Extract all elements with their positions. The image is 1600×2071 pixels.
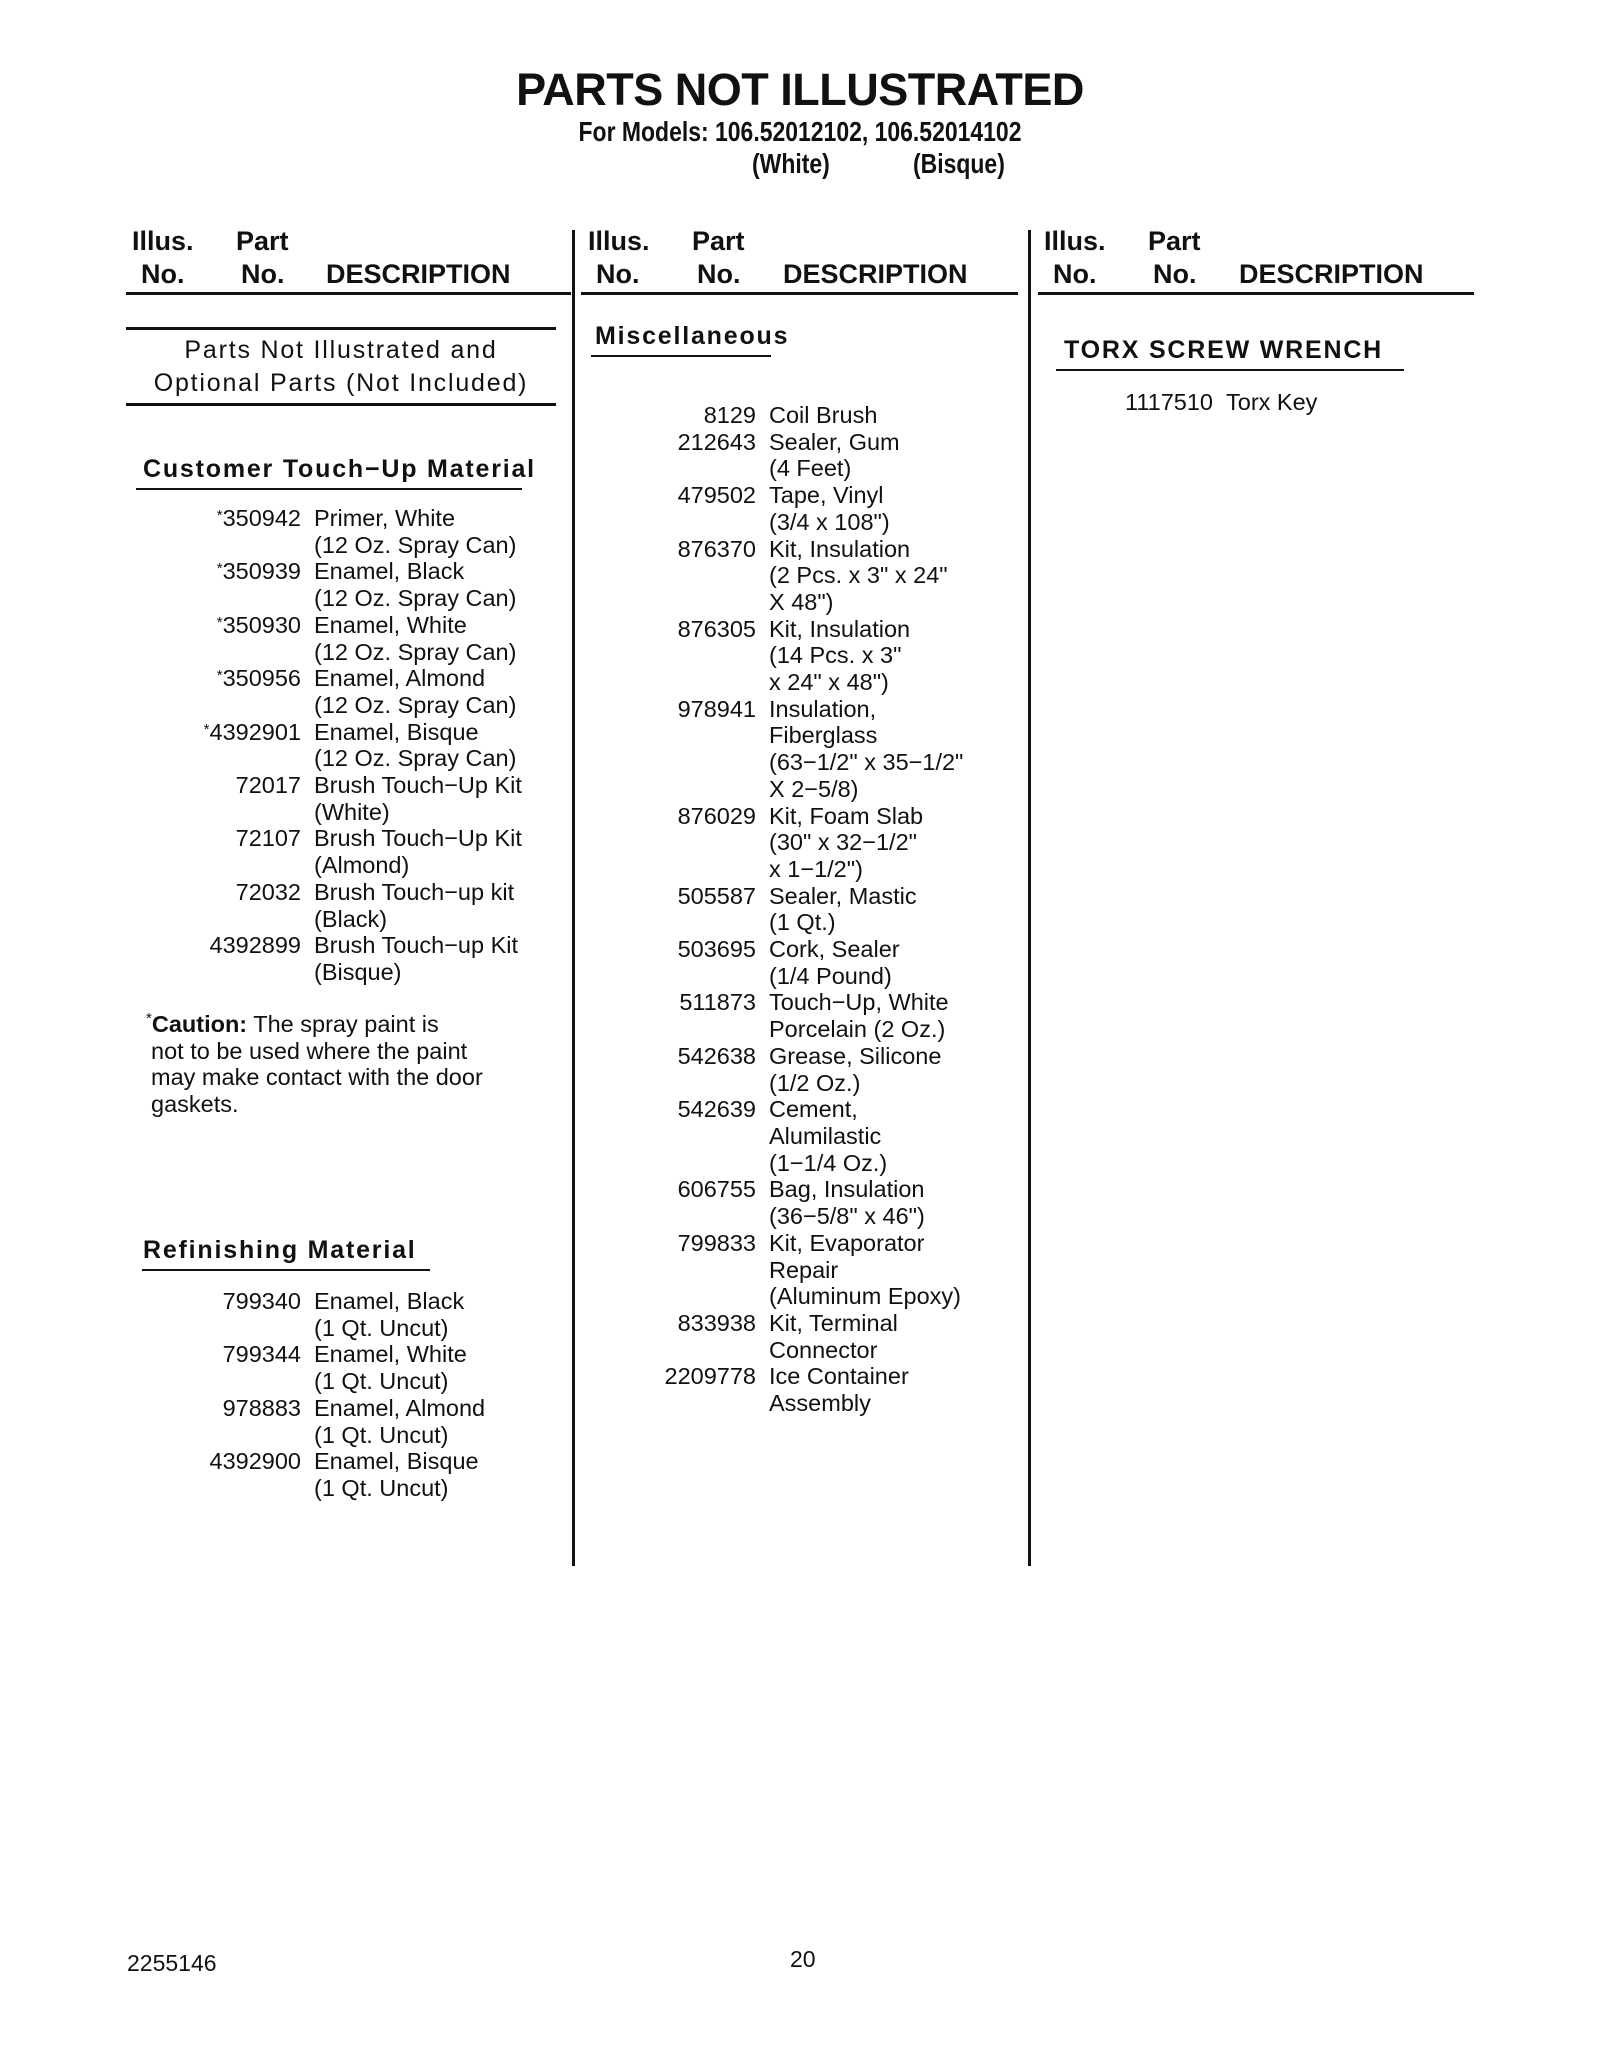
part-number-value: 876029 <box>677 802 756 829</box>
part-number <box>581 429 756 482</box>
header-illus: Illus. <box>1044 226 1106 256</box>
part-number-value: 8129 <box>703 402 756 428</box>
part-row <box>581 1096 1018 1176</box>
part-number-value: 4392901 <box>209 718 301 745</box>
part-description: Enamel, White (1 Qt. Uncut) <box>314 1341 467 1395</box>
torx-parts-list <box>1038 389 1474 416</box>
part-number <box>126 1395 301 1448</box>
part-row <box>126 1288 571 1341</box>
part-description: Kit, Insulation (2 Pcs. x 3" x 24" X 48") <box>769 535 948 615</box>
part-number-value: 212643 <box>677 428 756 455</box>
part-number-value: 4392899 <box>209 932 301 959</box>
part-description: Brush Touch−Up Kit (White) <box>314 772 522 825</box>
part-row <box>126 719 571 772</box>
part-number-value: 72107 <box>235 825 301 852</box>
torx-heading: TORX SCREW WRENCH <box>1064 336 1384 364</box>
header-description: DESCRIPTION <box>1239 259 1424 289</box>
part-row <box>581 402 1018 429</box>
part-description: Cement, Alumilastic (1−1/4 Oz.) <box>769 1096 888 1176</box>
part-row <box>126 1395 571 1448</box>
part-number <box>581 1310 756 1363</box>
column-divider-2 <box>1028 230 1031 1566</box>
part-description: Enamel, White (12 Oz. Spray Can) <box>314 611 517 665</box>
part-number <box>126 612 301 665</box>
part-number-value: 876370 <box>677 535 756 562</box>
part-row <box>126 1341 571 1394</box>
header-description: DESCRIPTION <box>783 259 968 289</box>
header-illus-no: No. <box>596 259 640 289</box>
part-number-value: 1117510 <box>1125 389 1213 415</box>
part-number-value: 2209778 <box>664 1363 756 1390</box>
part-row <box>126 932 571 985</box>
part-number <box>126 1288 301 1341</box>
header-description: DESCRIPTION <box>326 259 511 289</box>
asterisk-mark: * <box>216 667 223 685</box>
part-number-value: 978883 <box>222 1394 301 1421</box>
header-illus-no: No. <box>141 259 185 289</box>
part-number-value: 799340 <box>222 1288 301 1314</box>
refinish-underline <box>142 1269 430 1271</box>
header-illus: Illus. <box>132 226 194 256</box>
part-description: Touch−Up, White Porcelain (2 Oz.) <box>769 989 949 1043</box>
caution-text-1: The spray paint is <box>247 1010 439 1037</box>
part-row <box>126 612 571 665</box>
caution-note <box>146 1006 483 1118</box>
part-number-value: 606755 <box>677 1176 756 1203</box>
part-number <box>581 1096 756 1176</box>
part-number <box>126 879 301 932</box>
misc-underline <box>591 355 771 357</box>
part-number <box>581 696 756 803</box>
touchup-heading: Customer Touch−Up Material <box>143 455 536 483</box>
touchup-parts-list <box>126 505 571 986</box>
part-number-value: 542638 <box>677 1042 756 1069</box>
touchup-underline <box>136 488 522 490</box>
variant-bisque: (Bisque) <box>913 148 1005 179</box>
column-header <box>581 226 1018 295</box>
page-title: PARTS NOT ILLUSTRATED <box>516 64 1084 115</box>
part-row <box>126 825 571 878</box>
part-row <box>581 936 1018 989</box>
part-number-value: 511873 <box>679 989 756 1016</box>
part-description: Torx Key <box>1226 389 1318 415</box>
part-number <box>126 1341 301 1394</box>
part-number <box>581 482 756 535</box>
part-description: Sealer, Gum (4 Feet) <box>769 428 900 482</box>
part-number <box>581 883 756 936</box>
part-description: Sealer, Mastic (1 Qt.) <box>769 882 917 936</box>
part-number-value: 505587 <box>677 882 756 909</box>
part-number-value: 350930 <box>222 611 301 638</box>
part-row <box>581 1230 1018 1310</box>
part-description: Coil Brush <box>769 402 878 428</box>
part-description: Tape, Vinyl (3/4 x 108") <box>769 482 890 535</box>
column-3 <box>1038 226 1483 1566</box>
part-row <box>1038 389 1474 416</box>
page-number: 20 <box>790 1946 816 1972</box>
part-number-value: 350942 <box>222 505 301 531</box>
refinish-heading: Refinishing Material <box>143 1236 417 1264</box>
optional-parts-note <box>126 327 556 406</box>
refinish-parts-list <box>126 1288 571 1502</box>
note-line-2: Optional Parts (Not Included) <box>153 369 529 397</box>
part-number-value: 479502 <box>677 482 756 509</box>
part-row <box>581 803 1018 883</box>
part-number-value: 876305 <box>677 615 756 642</box>
part-description: Enamel, Bisque (1 Qt. Uncut) <box>314 1448 479 1501</box>
part-description: Insulation, Fiberglass (63−1/2" x 35−1/2" X 2−5/8) <box>769 695 964 802</box>
part-description: Kit, Evaporator Repair (Aluminum Epoxy) <box>769 1229 961 1310</box>
part-row <box>581 696 1018 803</box>
part-row <box>126 665 571 718</box>
part-number <box>126 719 301 772</box>
misc-heading: Miscellaneous <box>595 322 790 350</box>
part-number <box>581 1176 756 1229</box>
part-row <box>126 772 571 825</box>
part-number <box>581 803 756 883</box>
part-number-value: 350956 <box>222 665 301 692</box>
part-row <box>581 1176 1018 1229</box>
models-line: For Models: 106.52012102, 106.52014102 <box>578 116 1022 147</box>
part-row <box>581 1310 1018 1363</box>
part-description: Enamel, Black (1 Qt. Uncut) <box>314 1288 465 1341</box>
part-number-value: 4392900 <box>209 1448 301 1475</box>
header-illus: Illus. <box>588 226 650 256</box>
part-description: Kit, Terminal Connector <box>769 1309 898 1363</box>
part-number <box>126 1448 301 1501</box>
part-number <box>581 1230 756 1310</box>
part-number <box>581 936 756 989</box>
part-number <box>126 505 301 558</box>
part-number <box>581 536 756 616</box>
part-number-value: 503695 <box>677 936 756 963</box>
part-description: Enamel, Black (12 Oz. Spray Can) <box>314 558 517 612</box>
header-part-no: No. <box>241 259 285 289</box>
part-number <box>126 665 301 718</box>
asterisk-mark: * <box>216 560 223 578</box>
part-number <box>581 1043 756 1096</box>
part-description: Enamel, Almond (12 Oz. Spray Can) <box>314 665 517 718</box>
part-number-value: 978941 <box>677 695 756 722</box>
part-row <box>126 879 571 932</box>
part-row <box>581 883 1018 936</box>
asterisk-mark: * <box>216 613 223 631</box>
part-description: Primer, White (12 Oz. Spray Can) <box>314 505 517 558</box>
part-row <box>581 482 1018 535</box>
variant-white: (White) <box>752 148 830 179</box>
part-number <box>581 989 756 1042</box>
part-row <box>581 429 1018 482</box>
caution-mark: * <box>146 1010 152 1027</box>
misc-parts-list <box>581 402 1018 1417</box>
part-number <box>1038 389 1213 416</box>
caution-text-2: not to be used where the paint <box>151 1037 468 1064</box>
part-number <box>581 616 756 696</box>
part-number-value: 833938 <box>677 1309 756 1336</box>
asterisk-mark: * <box>203 720 210 738</box>
part-description: Brush Touch−Up Kit (Almond) <box>314 825 522 879</box>
part-description: Grease, Silicone (1/2 Oz.) <box>769 1042 942 1096</box>
asterisk-mark: * <box>216 507 223 524</box>
part-row <box>126 505 571 558</box>
part-description: Enamel, Almond (1 Qt. Uncut) <box>314 1394 486 1448</box>
torx-underline <box>1056 369 1404 371</box>
part-row <box>581 536 1018 616</box>
part-number <box>126 932 301 985</box>
header-part: Part <box>236 226 289 256</box>
part-number <box>581 402 756 429</box>
part-number-value: 350939 <box>222 558 301 585</box>
document-number: 2255146 <box>127 1950 217 1976</box>
part-row <box>126 558 571 611</box>
part-row <box>126 1448 571 1501</box>
header-part-no: No. <box>1153 259 1197 289</box>
part-description: Enamel, Bisque (12 Oz. Spray Can) <box>314 718 517 772</box>
header-part: Part <box>1148 226 1201 256</box>
column-2 <box>581 226 1026 1566</box>
part-row <box>581 989 1018 1042</box>
column-header <box>126 226 571 295</box>
column-divider-1 <box>572 230 575 1566</box>
column-header <box>1038 226 1474 295</box>
header-part: Part <box>692 226 745 256</box>
note-line-1: Parts Not Illustrated and <box>184 336 498 364</box>
part-description: Cork, Sealer (1/4 Pound) <box>769 936 900 989</box>
header-part-no: No. <box>697 259 741 289</box>
part-description: Ice Container Assembly <box>769 1363 909 1417</box>
part-row <box>581 1043 1018 1096</box>
part-description: Kit, Insulation (14 Pcs. x 3" x 24" x 48") <box>769 615 911 696</box>
part-description: Brush Touch−up Kit (Bisque) <box>314 932 519 985</box>
caution-text-4: gaskets. <box>151 1090 239 1117</box>
part-row <box>581 1363 1018 1416</box>
part-row <box>581 616 1018 696</box>
caution-label: Caution: <box>151 1010 248 1037</box>
part-number <box>126 825 301 878</box>
part-number <box>126 558 301 611</box>
part-number-value: 72032 <box>235 878 301 905</box>
column-1 <box>126 226 571 1566</box>
part-number-value: 542639 <box>677 1096 756 1123</box>
caution-text-3: may make contact with the door <box>151 1064 483 1091</box>
part-number <box>126 772 301 825</box>
header-illus-no: No. <box>1053 259 1097 289</box>
part-number-value: 799833 <box>677 1229 756 1256</box>
part-number-value: 799344 <box>222 1341 301 1368</box>
part-description: Bag, Insulation (36−5/8" x 46") <box>769 1176 925 1230</box>
part-number <box>581 1363 756 1416</box>
part-description: Kit, Foam Slab (30" x 32−1/2" x 1−1/2") <box>769 802 924 882</box>
part-description: Brush Touch−up kit (Black) <box>314 878 515 932</box>
part-number-value: 72017 <box>235 772 301 799</box>
